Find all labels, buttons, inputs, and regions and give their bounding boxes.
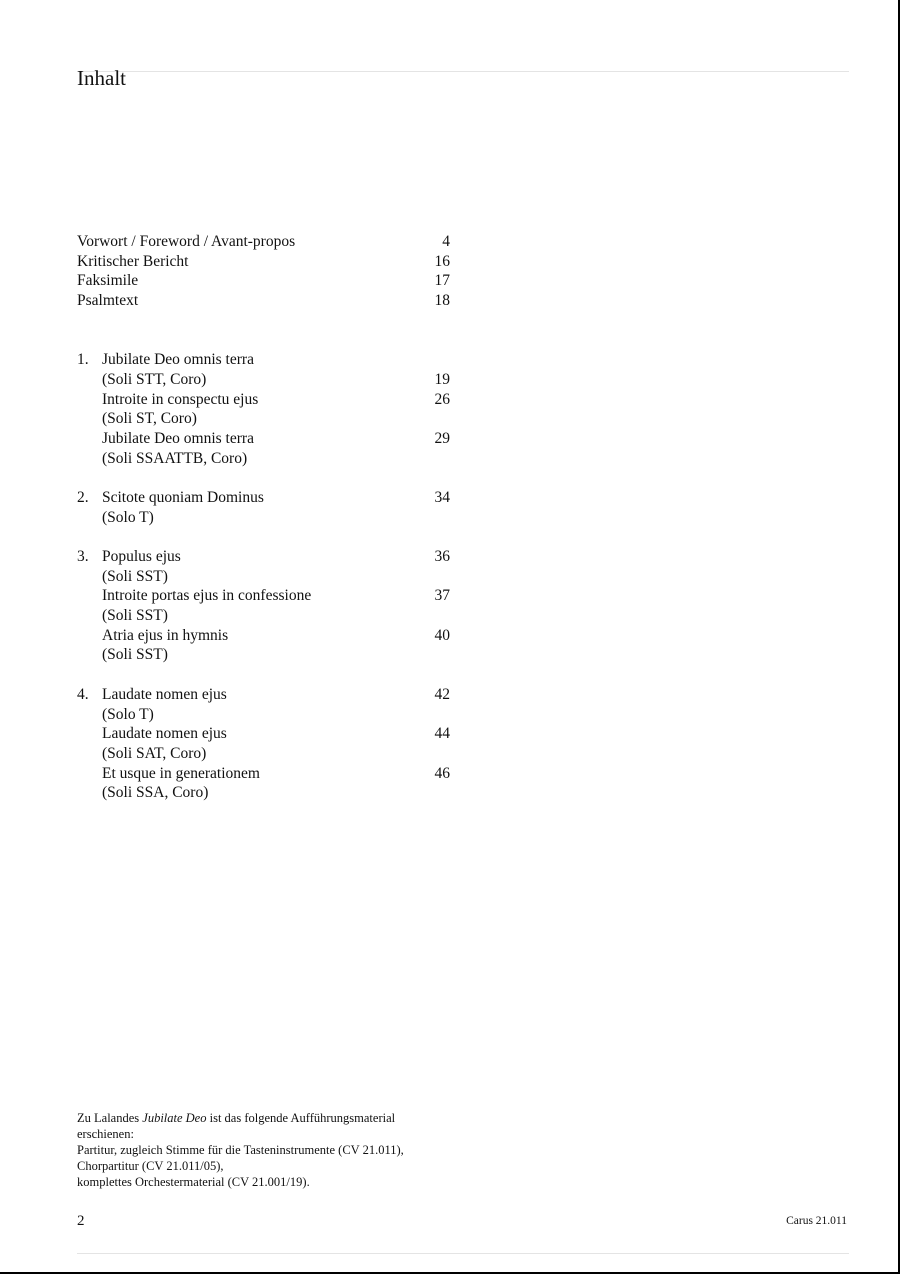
voicing-label: (Soli STT, Coro)	[102, 370, 207, 388]
toc-row[interactable]	[77, 626, 450, 646]
toc-entry-label: Kritischer Bericht	[77, 252, 189, 270]
movement-number: 4.	[77, 685, 89, 703]
movement-subtitle: Et usque in generationem	[102, 764, 260, 782]
toc-page-number: 42	[434, 685, 450, 703]
note-line: Chorpartitur (CV 21.011/05),	[77, 1159, 224, 1173]
toc-row[interactable]	[77, 508, 450, 528]
toc-page-number: 4	[442, 233, 450, 250]
catalog-number: Carus 21.011	[786, 1215, 847, 1227]
toc-row[interactable]	[77, 291, 450, 311]
toc-page-number: 16	[434, 252, 450, 270]
movement-subtitle: Laudate nomen ejus	[102, 725, 227, 743]
movement-subtitle: Jubilate Deo omnis terra	[102, 429, 254, 447]
toc-page-number: 44	[434, 725, 450, 743]
movement-number: 1.	[77, 351, 89, 369]
toc-row[interactable]	[77, 586, 450, 606]
toc-row[interactable]	[77, 350, 450, 370]
toc-row[interactable]	[77, 429, 450, 449]
toc-row[interactable]	[77, 449, 450, 469]
toc-page-number: 46	[434, 764, 450, 782]
toc-row[interactable]	[77, 390, 450, 410]
note-line: erschienen:	[77, 1127, 134, 1141]
toc-row[interactable]	[77, 764, 450, 784]
toc-row[interactable]	[77, 783, 450, 803]
toc-row[interactable]	[77, 685, 450, 705]
movement-subtitle: Atria ejus in hymnis	[102, 626, 229, 644]
section-spacer	[77, 311, 450, 350]
note-line: Zu Lalandes Jubilate Deo ist das folgende Aufführungsmaterial	[77, 1111, 396, 1125]
movement-number: 2.	[77, 488, 89, 506]
bottom-rule	[77, 1253, 849, 1254]
toc-page-number: 18	[434, 292, 450, 310]
toc-page-number: 40	[434, 626, 450, 644]
toc-page-number: 17	[434, 272, 450, 290]
section-spacer	[77, 527, 450, 547]
toc-row[interactable]	[77, 252, 450, 272]
toc-row[interactable]	[77, 409, 450, 429]
voicing-label: (Soli SST)	[102, 607, 168, 625]
page-number: 2	[77, 1213, 85, 1229]
toc-entry-label: Faksimile	[77, 272, 139, 290]
voicing-label: (Soli ST, Coro)	[102, 410, 197, 428]
work-title-italic: Jubilate Deo	[142, 1111, 207, 1125]
toc-row[interactable]	[77, 606, 450, 626]
toc-page-number: 34	[434, 488, 450, 506]
toc-page-number: 36	[434, 548, 450, 566]
toc-entry-label: Vorwort / Foreword / Avant-propos	[77, 233, 296, 250]
movement-subtitle: Introite in conspectu ejus	[102, 390, 259, 408]
table-of-contents	[77, 232, 450, 803]
movement-title: Scitote quoniam Dominus	[102, 488, 264, 506]
movement-subtitle: Introite portas ejus in confessione	[102, 587, 312, 605]
toc-row[interactable]	[77, 705, 450, 725]
toc-row[interactable]	[77, 567, 450, 587]
movement-number: 3.	[77, 548, 89, 566]
note-line: komplettes Orchestermaterial (CV 21.001/19).	[77, 1175, 310, 1189]
note-line: Partitur, zugleich Stimme für die Tasteninstrumente (CV 21.011),	[77, 1143, 404, 1157]
toc-row[interactable]	[77, 488, 450, 508]
movement-title: Jubilate Deo omnis terra	[102, 351, 254, 369]
toc-page-number: 26	[434, 390, 450, 408]
movement-title: Laudate nomen ejus	[102, 685, 227, 703]
toc-page-number: 29	[434, 429, 450, 447]
top-rule	[77, 71, 849, 72]
toc-page-number: 19	[434, 370, 450, 388]
toc-row[interactable]	[77, 744, 450, 764]
voicing-label: (Soli SST)	[102, 567, 168, 585]
voicing-label: (Soli SSAATTB, Coro)	[102, 449, 248, 467]
voicing-label: (Soli SAT, Coro)	[102, 744, 207, 762]
toc-row[interactable]	[77, 232, 450, 252]
toc-row[interactable]	[77, 645, 450, 665]
page-title: Inhalt	[77, 66, 126, 90]
voicing-label: (Solo T)	[102, 705, 154, 723]
toc-row[interactable]	[77, 547, 450, 567]
toc-row[interactable]	[77, 724, 450, 744]
toc-entry-label: Psalmtext	[77, 292, 139, 310]
toc-page-number: 37	[434, 587, 450, 605]
section-spacer	[77, 468, 450, 488]
toc-row[interactable]	[77, 370, 450, 390]
toc-row[interactable]	[77, 271, 450, 291]
voicing-label: (Soli SST)	[102, 646, 168, 664]
movement-title: Populus ejus	[102, 548, 181, 566]
section-spacer	[77, 665, 450, 685]
voicing-label: (Soli SSA, Coro)	[102, 784, 209, 802]
voicing-label: (Solo T)	[102, 508, 154, 526]
performance-material-note	[77, 1110, 497, 1190]
